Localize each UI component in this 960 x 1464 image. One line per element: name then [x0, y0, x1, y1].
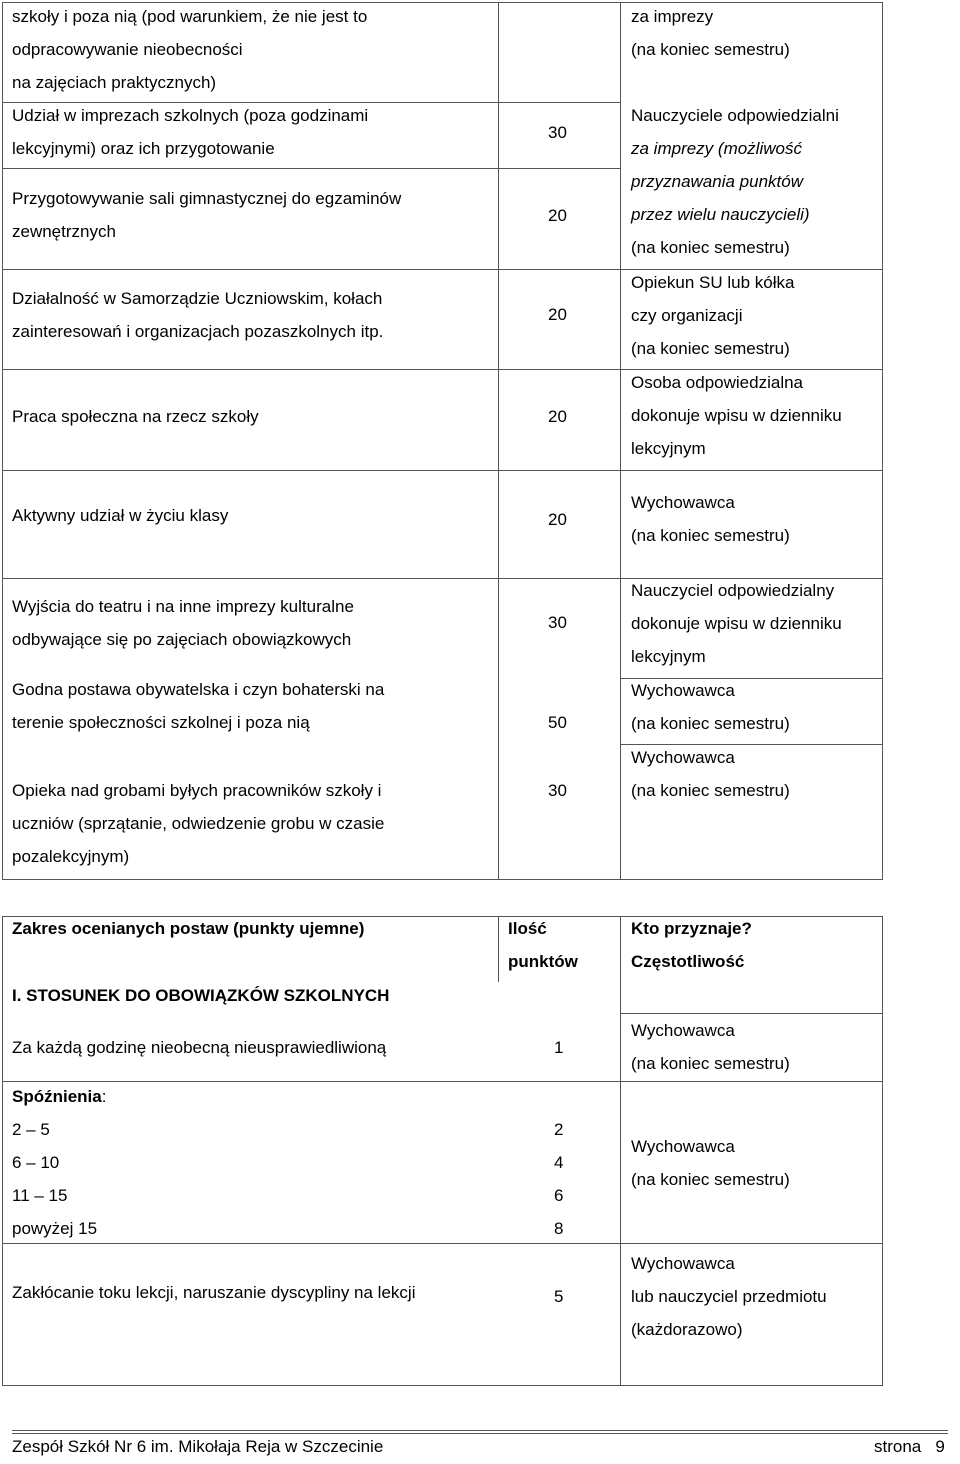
- who-line: czy organizacji: [631, 306, 743, 325]
- row-desc: Wyjścia do teatru i na inne imprezy kulturalne: [12, 597, 354, 616]
- row-desc: zainteresowań i organizacjach pozaszkolnych itp.: [12, 322, 384, 341]
- lateness-range: 2 – 5: [12, 1120, 50, 1139]
- who-line: (na koniec semestru): [631, 526, 790, 545]
- who-line: Nauczyciele odpowiedzialni: [631, 106, 839, 125]
- who-line: przez wielu nauczycieli): [631, 205, 810, 224]
- who-line: Osoba odpowiedzialna: [631, 373, 804, 392]
- who-line: za imprezy (możliwość: [631, 139, 802, 158]
- footer-school: Zespół Szkół Nr 6 im. Mikołaja Reja w Szczecinie: [12, 1437, 384, 1456]
- row-points: 20: [548, 206, 567, 225]
- who-line: Wychowawca: [631, 493, 735, 512]
- points-value: 6: [554, 1186, 564, 1205]
- who-line: Nauczyciel odpowiedzialny: [631, 581, 835, 600]
- lateness-range: 6 – 10: [12, 1153, 60, 1172]
- header-scope: Zakres ocenianych postaw (punkty ujemne): [12, 919, 365, 938]
- row-points: 30: [548, 123, 567, 142]
- row-desc: odpracowywanie nieobecności: [12, 40, 243, 59]
- row-points: [554, 1113, 563, 1245]
- who-line: za imprezy: [631, 7, 714, 26]
- row-who: [631, 1014, 790, 1080]
- row-points: 30: [548, 781, 567, 800]
- footer-page: [874, 1430, 945, 1464]
- who-line: (na koniec semestru): [631, 40, 790, 59]
- header-line: punktów: [508, 952, 578, 971]
- row-desc: Przygotowywanie sali gimnastycznej do egzaminów: [12, 189, 402, 208]
- points-value: 2: [554, 1120, 564, 1139]
- header-line: Ilość: [508, 919, 547, 938]
- who-line: dokonuje wpisu w dzienniku: [631, 406, 842, 425]
- row-who: [631, 0, 790, 66]
- who-line: przyznawania punktów: [631, 172, 803, 191]
- row-desc: Praca społeczna na rzecz szkoły: [12, 407, 259, 426]
- row-desc: odbywające się po zajęciach obowiązkowych: [12, 630, 352, 649]
- who-line: (każdorazowo): [631, 1320, 743, 1339]
- header-who: [631, 912, 752, 978]
- table-row: [12, 99, 368, 165]
- who-line: Opiekun SU lub kółka: [631, 273, 795, 292]
- lateness-title-line: [12, 1080, 106, 1113]
- row-points: 1: [554, 1038, 564, 1057]
- row-desc: pozalekcyjnym): [12, 847, 130, 866]
- who-line: Wychowawca: [631, 1254, 735, 1273]
- row-desc: lekcyjnymi) oraz ich przygotowanie: [12, 139, 275, 158]
- lateness-title-suffix: :: [101, 1087, 107, 1106]
- who-line: lub nauczyciel przedmiotu: [631, 1287, 827, 1306]
- row-desc: terenie społeczności szkolnej i poza nią: [12, 713, 310, 732]
- row-points: 20: [548, 510, 567, 529]
- row-who: [631, 1247, 827, 1346]
- row-desc: uczniów (sprzątanie, odwiedzenie grobu w czasie: [12, 814, 385, 833]
- who-line: (na koniec semestru): [631, 1054, 790, 1073]
- table-row: [12, 282, 383, 348]
- row-who: [631, 366, 842, 465]
- header-points: [508, 912, 578, 978]
- row-who: [631, 486, 790, 552]
- row-desc: Aktywny udział w życiu klasy: [12, 506, 229, 525]
- row-who: [631, 741, 790, 807]
- header-line: Kto przyznaje?: [631, 919, 752, 938]
- row-points: 5: [554, 1287, 564, 1306]
- who-line: Wychowawca: [631, 1021, 735, 1040]
- row-desc: szkoły i poza nią (pod warunkiem, że nie jest to: [12, 7, 368, 26]
- who-line: Wychowawca: [631, 1137, 735, 1156]
- who-line: lekcyjnym: [631, 439, 706, 458]
- row-desc: Działalność w Samorządzie Uczniowskim, kołach: [12, 289, 383, 308]
- row-points: 20: [548, 305, 567, 324]
- table-row: [12, 1080, 106, 1245]
- who-line: (na koniec semestru): [631, 238, 790, 257]
- row-desc: Udział w imprezach szkolnych (poza godzinami: [12, 106, 369, 125]
- table-row: [12, 499, 228, 532]
- lateness-range: powyżej 15: [12, 1219, 98, 1238]
- row-who: [631, 574, 842, 673]
- row-who: [631, 99, 839, 165]
- row-desc: Godna postawa obywatelska i czyn bohaterski na: [12, 680, 385, 699]
- table-row: Zakłócanie toku lekcji, naruszanie dyscypliny na lekcji: [12, 1283, 416, 1302]
- who-line: (na koniec semestru): [631, 781, 790, 800]
- row-who: [631, 165, 810, 264]
- row-desc: zewnętrznych: [12, 222, 116, 241]
- section-title: I. STOSUNEK DO OBOWIĄZKÓW SZKOLNYCH: [12, 986, 390, 1005]
- row-who: [631, 266, 794, 365]
- page-label: strona: [874, 1437, 922, 1456]
- row-who: [631, 1130, 790, 1196]
- who-line: (na koniec semestru): [631, 714, 790, 733]
- table-row: Za każdą godzinę nieobecną nieusprawiedliwioną: [12, 1038, 387, 1057]
- lateness-range: 11 – 15: [12, 1186, 68, 1205]
- row-points: 30: [548, 613, 567, 632]
- who-line: dokonuje wpisu w dzienniku: [631, 614, 842, 633]
- row-points: 20: [548, 407, 567, 426]
- who-line: Wychowawca: [631, 681, 735, 700]
- table-row: [12, 673, 384, 739]
- table-row: [12, 0, 367, 99]
- table-row: [12, 182, 401, 248]
- row-points: 50: [548, 713, 567, 732]
- row-desc: Opieka nad grobami byłych pracowników szkoły i: [12, 781, 382, 800]
- table-row: [12, 400, 259, 433]
- table-row: [12, 774, 384, 873]
- page-number: 9: [935, 1437, 945, 1456]
- table-row: [12, 590, 354, 656]
- who-line: Wychowawca: [631, 748, 735, 767]
- points-value: 4: [554, 1153, 564, 1172]
- who-line: lekcyjnym: [631, 647, 706, 666]
- who-line: (na koniec semestru): [631, 339, 790, 358]
- points-value: 8: [554, 1219, 564, 1238]
- row-who: [631, 674, 790, 740]
- row-desc: na zajęciach praktycznych): [12, 73, 217, 92]
- who-line: (na koniec semestru): [631, 1170, 790, 1189]
- lateness-title: Spóźnienia: [12, 1087, 102, 1106]
- header-line: Częstotliwość: [631, 952, 745, 971]
